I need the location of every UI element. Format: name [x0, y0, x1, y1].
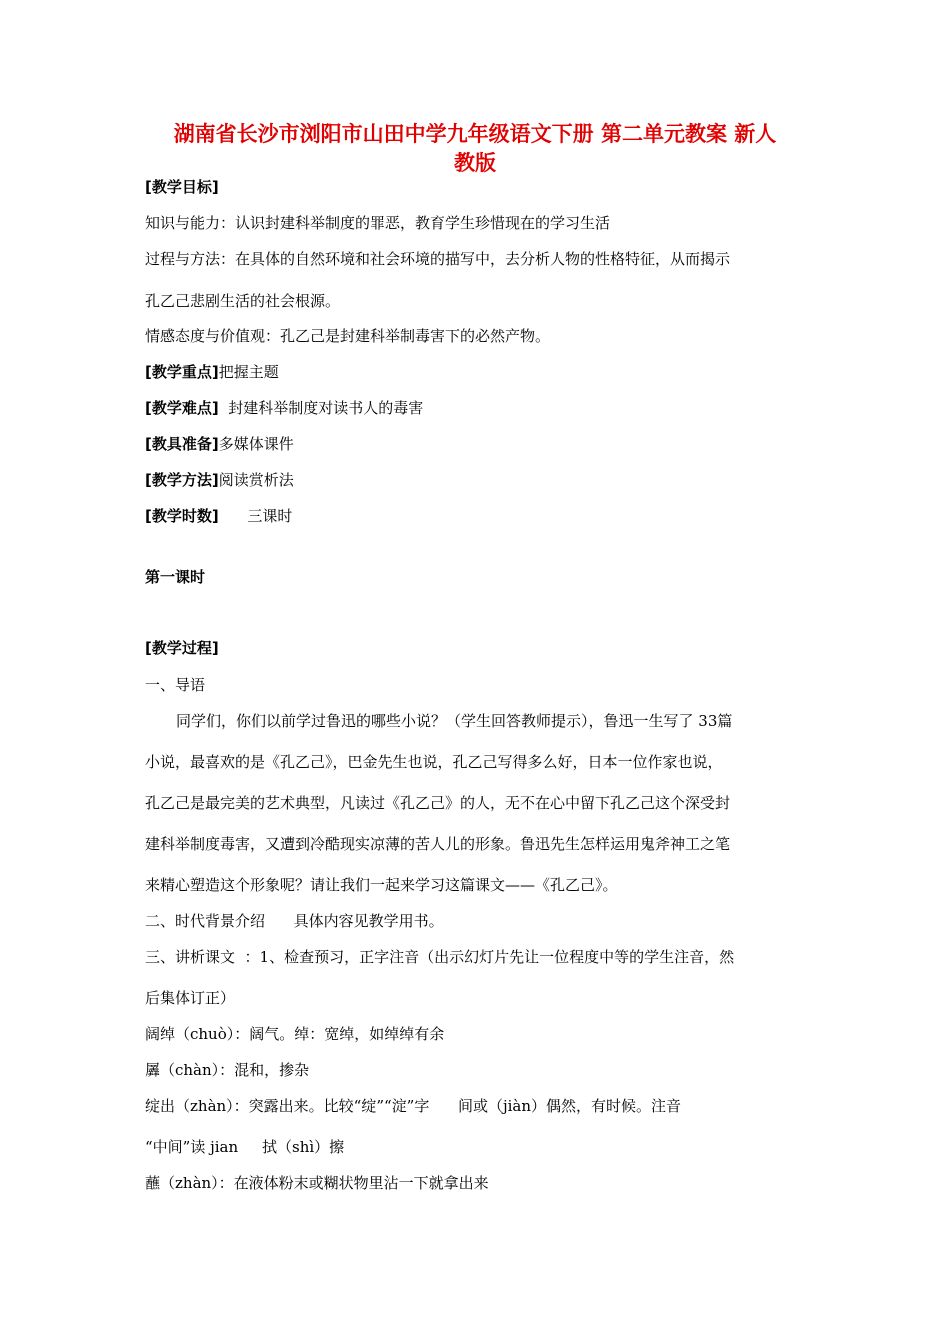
- tools: [145, 434, 294, 454]
- title-line-2: 教版: [454, 151, 496, 175]
- difficulty: [145, 398, 423, 418]
- word-note-2: 羼（chàn）：混和，掺杂: [145, 1061, 310, 1079]
- section-1-heading: 一、导语: [145, 676, 206, 694]
- hours: [145, 506, 292, 526]
- lesson-one-heading: 第一课时: [145, 568, 206, 586]
- difficulty-label: [教学难点]: [145, 399, 219, 417]
- process-heading: [教学过程]: [145, 639, 219, 657]
- intro-line-5: 来精心塑造这个形象呢？请让我们一起来学习这篇课文——《孔乙己》。: [145, 876, 618, 894]
- section-2: 二、时代背景介绍 具体内容见教学用书。: [145, 912, 444, 930]
- hours-text: 三课时: [218, 507, 293, 525]
- title-line-1: 湖南省长沙市浏阳市山田中学九年级语文下册 第二单元教案 新人: [173, 122, 777, 146]
- difficulty-text: 封建科举制度对读书人的毒害: [218, 399, 424, 417]
- goal-process-line-2: 孔乙己悲剧生活的社会根源。: [145, 292, 341, 310]
- intro-line-2: 小说，最喜欢的是《孔乙己》，巴金先生也说，孔乙己写得多么好，日本一位作家也说，: [145, 753, 723, 771]
- intro-line-1: 同学们，你们以前学过鲁迅的哪些小说？（学生回答教师提示），鲁迅一生写了 33篇: [176, 712, 733, 730]
- intro-line-4: 建科举制度毒害，又遭到冷酷现实凉薄的苦人儿的形象。鲁迅先生怎样运用鬼斧神工之笔: [145, 835, 731, 853]
- section-3-line-1: 三、讲析课文 ：1、检查预习，正字注音（出示幻灯片先让一位程度中等的学生注音，然: [145, 948, 735, 966]
- method: [145, 470, 294, 490]
- key-point-text: 把握主题: [218, 363, 279, 381]
- word-note-3: 绽出（zhàn）：突露出来。比较“绽”“淀”字 间或（jiàn）偶然，有时候。注音: [145, 1097, 682, 1115]
- goal-emotion: 情感态度与价值观：孔乙己是封建科举制毒害下的必然产物。: [145, 327, 551, 345]
- key-point-label: [教学重点]: [145, 363, 219, 381]
- method-label: [教学方法]: [145, 471, 219, 489]
- intro-line-3: 孔乙己是最完美的艺术典型，凡读过《孔乙己》的人，无不在心中留下孔乙己这个深受封: [145, 794, 731, 812]
- word-note-4: “中间”读 jian 拭（shì）擦: [145, 1138, 345, 1156]
- goal-process-line-1: 过程与方法：在具体的自然环境和社会环境的描写中，去分析人物的性格特征，从而揭示: [145, 250, 731, 268]
- word-note-5: 蘸（zhàn）：在液体粉末或糊状物里沾一下就拿出来: [145, 1174, 489, 1192]
- tools-text: 多媒体课件: [218, 435, 294, 453]
- word-note-1: 阔绰（chuò）：阔气。绰：宽绰，如绰绰有余: [145, 1025, 445, 1043]
- tools-label: [教具准备]: [145, 435, 219, 453]
- key-point: [145, 362, 279, 382]
- section-3-line-2: 后集体订正）: [145, 989, 236, 1007]
- goal-knowledge: 知识与能力：认识封建科举制度的罪恶，教育学生珍惜现在的学习生活: [145, 214, 611, 232]
- hours-label: [教学时数]: [145, 507, 219, 525]
- goal-heading: [教学目标]: [145, 178, 219, 196]
- method-text: 阅读赏析法: [218, 471, 294, 489]
- document-title: [130, 120, 820, 178]
